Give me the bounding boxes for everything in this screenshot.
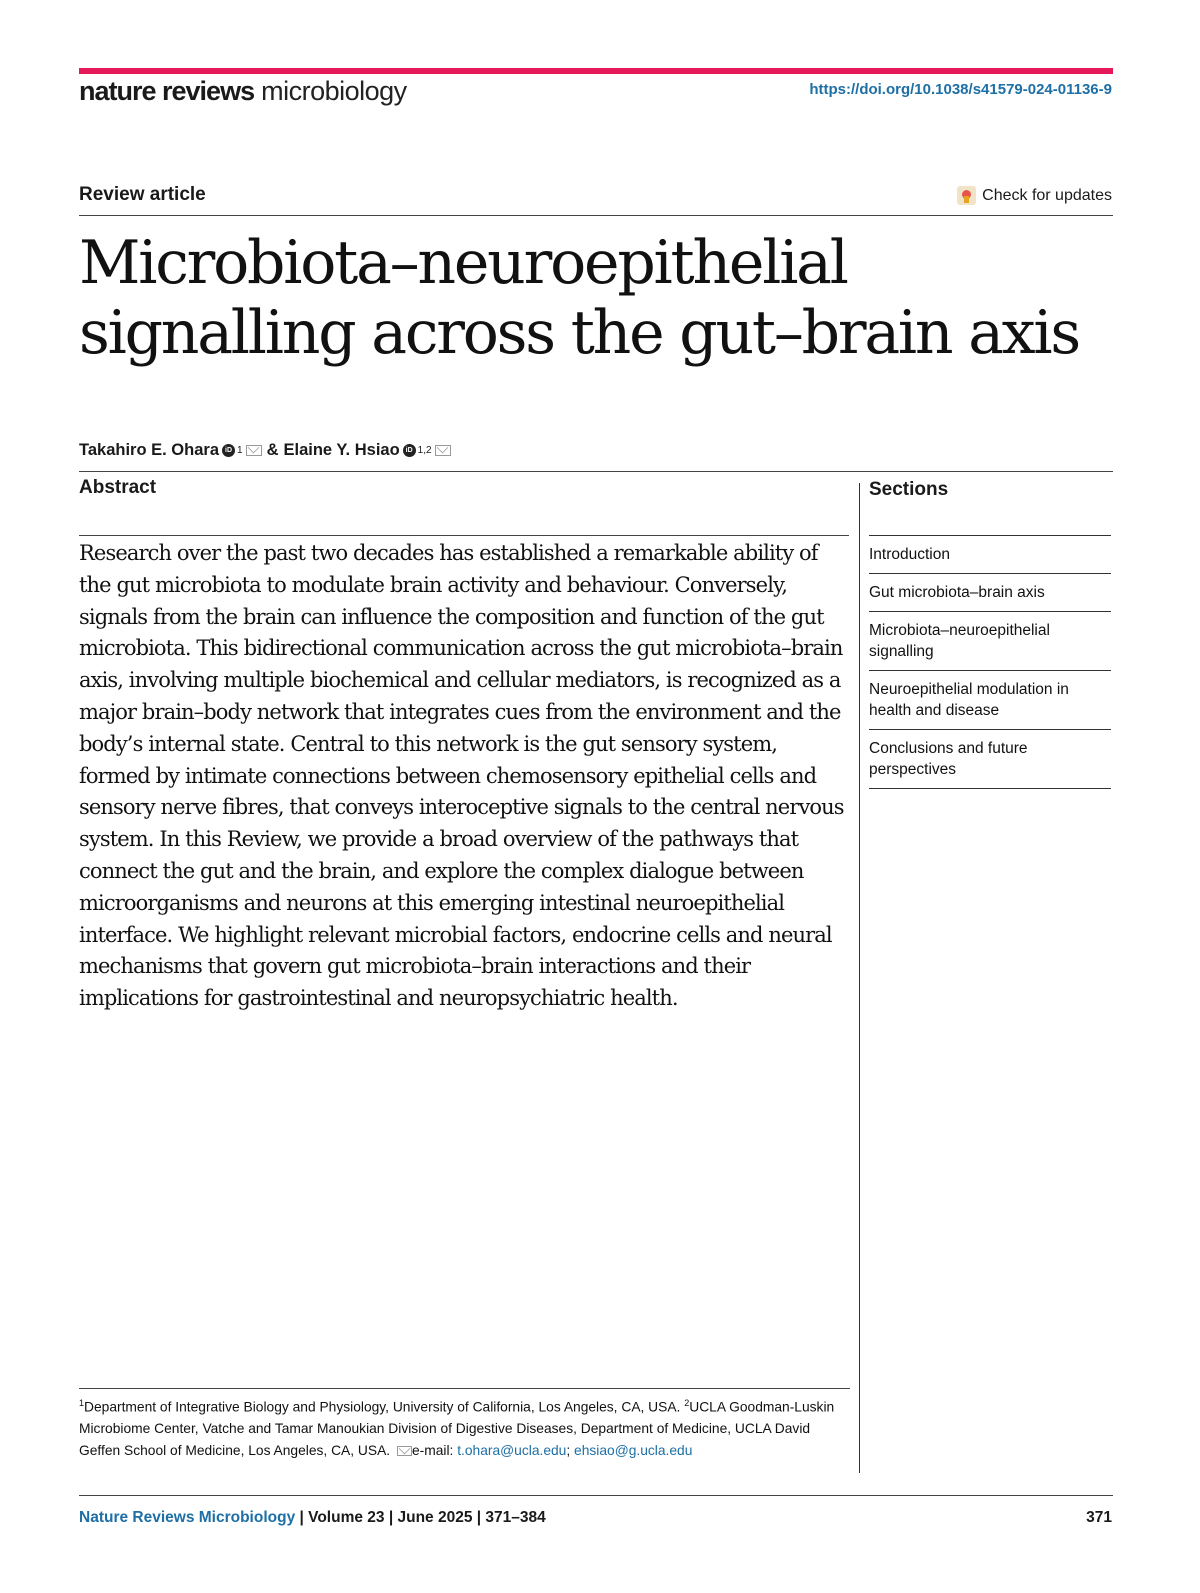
check-updates-label: Check for updates	[982, 186, 1112, 204]
author-separator: &	[266, 441, 279, 459]
email-label: e-mail:	[411, 1442, 454, 1458]
affiliation-sup: 1	[237, 445, 243, 456]
affiliations-divider	[79, 1388, 850, 1389]
affiliation-text: UCLA Goodman-Luskin Microbiome Center, Vatche and Tamar Manoukian Division of Digestive Diseases, Department of Medicine, UCLA David Geffen School of Medicine, Los Angeles, CA, USA.	[79, 1399, 835, 1458]
email-link[interactable]: ehsiao@g.ucla.edu	[574, 1442, 693, 1458]
email-icon	[397, 1446, 412, 1456]
author-list	[79, 441, 451, 460]
affiliations	[79, 1390, 854, 1461]
sections-nav	[869, 535, 1111, 789]
orcid-icon[interactable]: iD	[222, 444, 235, 457]
abstract-heading: Abstract	[79, 477, 157, 498]
section-link-conclusions[interactable]: Conclusions and future perspectives	[869, 729, 1111, 789]
column-divider	[859, 483, 860, 1473]
footer-citation	[79, 1509, 546, 1527]
affiliation-number: 1	[79, 1398, 85, 1408]
check-for-updates-button[interactable]	[957, 186, 1112, 205]
doi-link[interactable]: https://doi.org/10.1038/s41579-024-01136-9	[809, 81, 1112, 98]
check-updates-icon	[957, 186, 976, 205]
footer-issue: | Volume 23 | June 2025 | 371–384	[295, 1509, 546, 1526]
journal-name-light: microbiology	[261, 76, 407, 106]
article-title: Microbiota–neuroepithelial signalling across the gut–brain axis	[79, 228, 1079, 368]
email-icon[interactable]	[435, 445, 451, 456]
affiliation-number: 2	[684, 1398, 690, 1408]
email-separator: ;	[566, 1442, 571, 1458]
email-link[interactable]: t.ohara@ucla.edu	[457, 1442, 567, 1458]
header-divider	[79, 215, 1113, 216]
journal-name-bold: nature reviews	[79, 76, 255, 106]
footer-divider	[79, 1495, 1113, 1496]
journal-accent-bar	[79, 68, 1113, 74]
sections-heading: Sections	[869, 479, 949, 500]
section-link-neuroepithelial-modulation[interactable]: Neuroepithelial modulation in health and disease	[869, 670, 1111, 729]
email-icon[interactable]	[246, 445, 262, 456]
section-link-introduction[interactable]: Introduction	[869, 535, 1111, 573]
section-link-neuroepithelial-signalling[interactable]: Microbiota–neuroepithelial signalling	[869, 611, 1111, 670]
orcid-icon[interactable]: iD	[403, 444, 416, 457]
affiliation-text: Department of Integrative Biology and Physiology, University of California, Los Angeles, CA, USA.	[84, 1399, 681, 1415]
page-number: 371	[1086, 1509, 1112, 1526]
authors-divider	[79, 471, 1113, 472]
article-type: Review article	[79, 184, 206, 205]
footer-journal-link[interactable]: Nature Reviews Microbiology	[79, 1509, 296, 1526]
author-name[interactable]: Takahiro E. Ohara	[79, 441, 219, 459]
abstract-divider	[79, 535, 849, 536]
author-name[interactable]: Elaine Y. Hsiao	[283, 441, 400, 459]
journal-logo[interactable]	[79, 76, 407, 107]
section-link-gut-brain-axis[interactable]: Gut microbiota–brain axis	[869, 573, 1111, 611]
abstract-text: Research over the past two decades has established a remarkable ability of the gut microbiota to modulate brain activity and behaviour. Conversely, signals from the brain can influence the composition and function of the gut microbiota. This bidirectional communication across the gut microbiota–brain axis, involving multiple biochemical and cellular mediators, is recognized as a major brain–body network that integrates cues from the environment and the body’s internal state. Central to this network is the gut sensory system, formed by intimate connections between chemosensory epithelial cells and sensory nerve fibres, that conveys interoceptive signals to the central nervous system. In this Review, we provide a broad overview of the pathways that connect the gut and the brain, and explore the complex dialogue between microorganisms and neurons at this emerging intestinal neuroepithelial interface. We highlight relevant microbial factors, endocrine cells and neural mechanisms that govern gut microbiota–brain interactions and their implications for gastrointestinal and neuropsychiatric health.	[79, 541, 844, 1011]
affiliation-sup: 1,2	[417, 445, 432, 456]
